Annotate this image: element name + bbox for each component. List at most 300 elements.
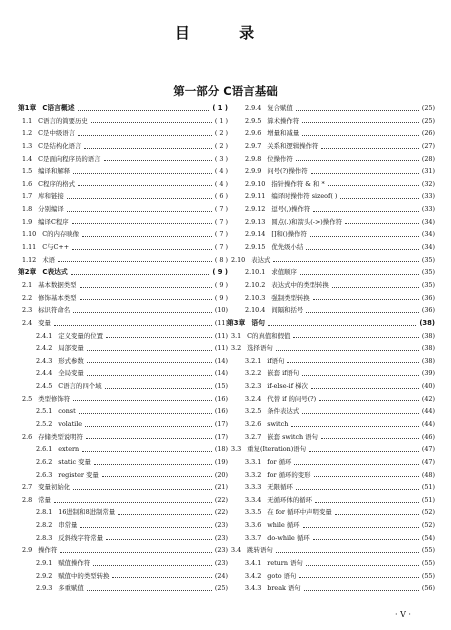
toc-leader-dots xyxy=(87,350,212,351)
toc-entry-number: 2.8.1 xyxy=(36,508,53,517)
toc-entry-page: (51) xyxy=(421,495,435,504)
toc-leader-dots xyxy=(78,110,210,111)
toc-leader-dots xyxy=(73,312,212,313)
toc-entry-page: (25) xyxy=(421,116,435,125)
toc-entry-page: (14) xyxy=(214,356,228,365)
toc-leader-dots xyxy=(91,122,212,123)
toc-entry-page: (35) xyxy=(421,255,435,264)
toc-entry xyxy=(227,380,435,393)
toc-entry-page: ( 6 ) xyxy=(214,192,228,201)
toc-entry-title: 修饰基本类型 xyxy=(38,293,77,302)
toc-entry-number: 1.9 xyxy=(22,217,33,226)
toc-leader-dots xyxy=(67,211,212,212)
toc-entry xyxy=(227,190,435,203)
toc-entry-page: (26) xyxy=(421,129,435,138)
toc-entry-number: 1.3 xyxy=(22,141,33,150)
toc-entry-number: 2.8 xyxy=(22,495,33,504)
toc-entry-page: (38) xyxy=(421,344,435,353)
toc-entry-number: 2.9.8 xyxy=(245,154,262,163)
toc-entry xyxy=(18,216,228,229)
toc-entry xyxy=(18,443,228,456)
toc-entry xyxy=(18,241,228,254)
toc-entry-number: 2.8.2 xyxy=(36,521,53,530)
toc-entry-title: switch xyxy=(267,420,289,428)
toc-leader-dots xyxy=(291,426,419,427)
toc-entry-page: (21) xyxy=(214,483,228,492)
toc-entry-page: (17) xyxy=(214,432,228,441)
toc-entry-title: 分别编译 xyxy=(38,205,64,214)
toc-entry-title: if语句 xyxy=(267,356,285,365)
toc-entry-number: 2.5 xyxy=(22,394,33,403)
toc-entry-number: 3.2.6 xyxy=(245,420,262,428)
toc-leader-dots xyxy=(313,539,419,540)
toc-entry-number: 2.9.11 xyxy=(245,192,266,201)
toc-entry-title: 形式参数 xyxy=(58,356,84,365)
toc-entry xyxy=(18,279,228,292)
toc-entry-number: 2.4 xyxy=(22,318,33,327)
toc-entry-title: 语句 xyxy=(251,318,265,327)
toc-leader-dots xyxy=(335,514,419,515)
toc-entry-title: 选择语句 xyxy=(247,344,273,353)
toc-entry-page: (56) xyxy=(421,584,435,593)
toc-left-column xyxy=(18,102,228,595)
toc-entry-title: []和()操作符 xyxy=(271,230,307,239)
toc-entry-page: (46) xyxy=(421,432,435,441)
toc-entry-page: (54) xyxy=(421,533,435,542)
toc-entry-page: (36) xyxy=(421,293,435,302)
toc-entry-number: 2.4.3 xyxy=(36,356,53,365)
toc-leader-dots xyxy=(302,413,419,414)
toc-entry-number: 2.10.2 xyxy=(245,280,266,289)
toc-entry xyxy=(227,481,435,494)
toc-leader-dots xyxy=(105,388,212,389)
toc-entry-page: (23) xyxy=(214,559,228,568)
toc-entry xyxy=(227,582,435,595)
toc-chapter-entry xyxy=(18,266,228,279)
toc-entry-page: ( 3 ) xyxy=(214,154,228,163)
toc-entry-title: 问号(?)操作符 xyxy=(267,167,308,176)
toc-entry-title: 表达式中的类型转换 xyxy=(271,280,329,289)
toc-entry-page: (11) xyxy=(214,318,228,327)
toc-entry-number: 2.9.1 xyxy=(36,559,53,568)
toc-entry-number: 3.3.1 xyxy=(245,457,262,466)
toc-chapter-entry xyxy=(18,102,228,115)
toc-entry xyxy=(227,304,435,317)
toc-entry xyxy=(227,570,435,583)
toc-entry xyxy=(227,228,435,241)
toc-leader-dots xyxy=(93,565,212,566)
toc-entry xyxy=(18,254,228,267)
toc-entry-page: (47) xyxy=(421,445,435,454)
toc-entry-page: (10) xyxy=(214,306,228,315)
toc-leader-dots xyxy=(78,135,212,136)
toc-entry-number: 1.4 xyxy=(22,154,33,163)
toc-leader-dots xyxy=(311,173,419,174)
toc-entry-page: ( 7 ) xyxy=(214,205,228,214)
toc-entry xyxy=(18,330,228,343)
toc-leader-dots xyxy=(60,552,212,553)
toc-entry-number: 2.10 xyxy=(231,255,246,264)
toc-entry-title: 无循环体的循环 xyxy=(267,495,312,504)
toc-entry-number: 第3章 xyxy=(227,318,246,327)
toc-leader-dots xyxy=(82,451,212,452)
toc-leader-dots xyxy=(85,426,212,427)
toc-entry-number: 2.9.7 xyxy=(245,141,262,150)
toc-entry-title: C语言概述 xyxy=(42,103,75,112)
toc-entry-page: ( 7 ) xyxy=(214,230,228,239)
toc-entry-title: 反斜线字符常量 xyxy=(58,533,103,542)
toc-entry-title: 编译和解释 xyxy=(38,167,71,176)
toc-entry-number: 3.3.4 xyxy=(245,495,262,504)
toc-entry-number: 2.5.2 xyxy=(36,420,53,428)
toc-leader-dots xyxy=(306,249,419,250)
toc-entry-title: 复合赋值 xyxy=(267,103,293,112)
toc-leader-dots xyxy=(319,400,419,401)
toc-entry-page: (38) xyxy=(421,356,435,365)
toc-leader-dots xyxy=(87,590,212,591)
toc-leader-dots xyxy=(58,261,212,262)
toc-entry-page: (11) xyxy=(214,331,228,340)
toc-entry-number: 2.3 xyxy=(22,306,33,315)
toc-entry-title: const xyxy=(58,407,76,416)
toc-entry-title: 串常量 xyxy=(58,521,78,530)
toc-entry-page: ( 7 ) xyxy=(214,217,228,226)
toc-leader-dots xyxy=(321,148,418,149)
toc-entry-title: C是面向程序员的语言 xyxy=(38,154,101,163)
toc-entry-number: 第2章 xyxy=(18,268,37,277)
toc-entry-number: 2.9.15 xyxy=(245,243,266,252)
toc-entry-number: 2.8.3 xyxy=(36,533,53,542)
toc-entry-page: (36) xyxy=(421,306,435,315)
toc-leader-dots xyxy=(313,211,419,212)
toc-entry xyxy=(18,494,228,507)
toc-entry-page: (52) xyxy=(421,521,435,530)
toc-entry xyxy=(18,431,228,444)
toc-entry-title: 存储类型说明符 xyxy=(38,432,83,441)
toc-entry-page: (17) xyxy=(214,420,228,428)
toc-entry-title: 多重赋值 xyxy=(58,584,84,593)
toc-leader-dots xyxy=(80,527,211,528)
toc-entry xyxy=(227,519,435,532)
toc-entry-title: C语言的四个域 xyxy=(58,382,102,391)
toc-entry-title: C是结构化语言 xyxy=(38,141,82,150)
toc-entry xyxy=(18,469,228,482)
toc-leader-dots xyxy=(309,451,419,452)
toc-entry-title: 无限循环 xyxy=(267,483,293,492)
toc-entry-title: break 语句 xyxy=(267,584,301,593)
toc-entry-page: (23) xyxy=(214,521,228,530)
toc-entry xyxy=(18,190,228,203)
toc-leader-dots xyxy=(104,160,212,161)
toc-entry-title: 类型修饰符 xyxy=(38,394,71,403)
toc-leader-dots xyxy=(296,489,419,490)
toc-entry-page: ( 8 ) xyxy=(214,255,228,264)
toc-entry xyxy=(227,557,435,570)
toc-entry-page: (35) xyxy=(421,268,435,277)
toc-entry-title: C的内存映像 xyxy=(42,230,80,239)
toc-entry xyxy=(227,330,435,343)
toc-entry xyxy=(18,153,228,166)
toc-entry xyxy=(18,507,228,520)
toc-entry-page: (25) xyxy=(421,103,435,112)
toc-entry-page: (51) xyxy=(421,483,435,492)
toc-entry-page: ( 1 ) xyxy=(214,116,228,125)
toc-leader-dots xyxy=(321,438,419,439)
toc-entry-number: 1.12 xyxy=(22,255,37,264)
toc-entry-title: 操作符 xyxy=(38,546,58,555)
toc-entry-title: 赋值中的类型转换 xyxy=(58,571,110,580)
toc-entry-title: 嵌套 if语句 xyxy=(267,369,300,378)
toc-entry-page: ( 4 ) xyxy=(214,167,228,176)
toc-entry-title: 间隔和括号 xyxy=(271,306,304,315)
toc-entry-page: (18) xyxy=(214,445,228,454)
toc-entry xyxy=(18,304,228,317)
toc-leader-dots xyxy=(296,110,419,111)
toc-entry-number: 3.4.2 xyxy=(245,571,262,580)
toc-entry xyxy=(227,456,435,469)
toc-entry-title: 强制类型转换 xyxy=(271,293,310,302)
toc-entry-page: (23) xyxy=(214,546,228,555)
toc-leader-dots xyxy=(73,489,212,490)
toc-entry-page: (35) xyxy=(421,280,435,289)
toc-entry xyxy=(227,165,435,178)
toc-entry-title: for 循环的变形 xyxy=(267,470,311,479)
page-number: · V · xyxy=(395,610,411,619)
toc-entry-page: (16) xyxy=(214,394,228,403)
toc-entry xyxy=(227,469,435,482)
toc-entry xyxy=(227,393,435,406)
toc-leader-dots xyxy=(304,590,419,591)
toc-entry-title: 16进制和8进制常量 xyxy=(58,508,116,517)
toc-entry-number: 2.4.2 xyxy=(36,344,53,353)
toc-entry-title: 编译C程序 xyxy=(38,217,69,226)
toc-entry-number: 2.6.2 xyxy=(36,457,53,466)
toc-entry-title: goto 语句 xyxy=(267,571,297,580)
toc-leader-dots xyxy=(302,122,419,123)
toc-entry xyxy=(227,443,435,456)
toc-entry-number: 2.4.5 xyxy=(36,382,53,391)
toc-entry-number: 2.9.6 xyxy=(245,129,262,138)
toc-entry-page: (34) xyxy=(421,217,435,226)
toc-leader-dots xyxy=(102,476,212,477)
toc-leader-dots xyxy=(79,413,212,414)
toc-entry-page: (16) xyxy=(214,407,228,416)
toc-entry xyxy=(18,532,228,545)
toc-entry-number: 1.11 xyxy=(22,243,37,252)
toc-entry-number: 3.3.3 xyxy=(245,483,262,492)
toc-entry-page: (42) xyxy=(421,394,435,403)
toc-entry-title: register 变量 xyxy=(58,470,99,479)
toc-leader-dots xyxy=(82,236,212,237)
toc-entry-title: 标识符命名 xyxy=(38,306,71,315)
toc-entry-number: 3.3.6 xyxy=(245,521,262,530)
toc-entry-number: 2.4.1 xyxy=(36,331,53,340)
toc-entry-title: return 语句 xyxy=(267,559,303,568)
toc-entry-page: ( 9 ) xyxy=(214,280,228,289)
toc-entry-title: 求值顺序 xyxy=(271,268,297,277)
toc-entry-page: (24) xyxy=(214,571,228,580)
toc-leader-dots xyxy=(73,173,212,174)
toc-entry-page: (31) xyxy=(421,167,435,176)
toc-leader-dots xyxy=(72,249,212,250)
toc-entry-title: 赋值操作符 xyxy=(58,559,91,568)
toc-entry-title: 关系和逻辑操作符 xyxy=(267,141,319,150)
page-title: 目 录 xyxy=(174,24,277,42)
toc-leader-dots xyxy=(315,502,419,503)
toc-entry-number: 2.5.1 xyxy=(36,407,53,416)
toc-entry xyxy=(227,216,435,229)
toc-entry-number: 2.2 xyxy=(22,293,33,302)
toc-entry-number: 2.10.3 xyxy=(245,293,266,302)
toc-entry xyxy=(18,418,228,431)
toc-entry xyxy=(227,241,435,254)
toc-entry-page: (20) xyxy=(214,470,228,479)
toc-entry-title: C程序的格式 xyxy=(38,179,76,188)
toc-entry-title: 逗号(,)操作符 xyxy=(271,205,311,214)
toc-entry xyxy=(18,355,228,368)
toc-entry-page: ( 7 ) xyxy=(214,243,228,252)
toc-entry xyxy=(18,380,228,393)
toc-entry xyxy=(227,153,435,166)
toc-entry-number: 3.2.2 xyxy=(245,369,262,378)
toc-entry-title: for 循环 xyxy=(267,457,292,466)
toc-leader-dots xyxy=(54,502,212,503)
toc-leader-dots xyxy=(106,337,212,338)
toc-entry-title: 基本数据类型 xyxy=(38,280,77,289)
toc-entry-title: 术语 xyxy=(42,255,56,264)
toc-entry-page: (15) xyxy=(214,382,228,391)
toc-entry-number: 2.9.13 xyxy=(245,217,266,226)
toc-entry-title: 在 for 循环中声明变量 xyxy=(267,508,332,517)
toc-entry xyxy=(18,165,228,178)
toc-entry-number: 3.1 xyxy=(231,331,242,340)
toc-entry-title: 优先级小结 xyxy=(271,243,304,252)
toc-entry xyxy=(18,342,228,355)
toc-entry-page: (55) xyxy=(421,546,435,555)
toc-entry-title: 变量 xyxy=(38,318,51,327)
toc-entry-page: (33) xyxy=(421,192,435,201)
toc-entry-title: 编译时操作符 sizeof( ) xyxy=(271,192,338,201)
toc-entry-title: 位操作符 xyxy=(267,154,293,163)
toc-entry xyxy=(18,519,228,532)
toc-entry-title: 嵌套 switch 语句 xyxy=(267,432,318,441)
toc-entry-page: (39) xyxy=(421,369,435,378)
toc-leader-dots xyxy=(332,287,419,288)
toc-leader-dots xyxy=(94,464,212,465)
toc-entry xyxy=(18,557,228,570)
toc-entry-number: 2.9 xyxy=(22,546,33,555)
toc-leader-dots xyxy=(276,552,419,553)
toc-entry-page: (38) xyxy=(419,318,435,327)
toc-entry-page: (23) xyxy=(214,533,228,542)
toc-leader-dots xyxy=(294,464,419,465)
toc-entry-number: 3.4.3 xyxy=(245,584,262,593)
toc-entry-page: (22) xyxy=(214,495,228,504)
toc-entry-page: (27) xyxy=(421,141,435,150)
toc-entry xyxy=(227,355,435,368)
toc-entry xyxy=(227,279,435,292)
toc-entry-page: (44) xyxy=(421,420,435,428)
toc-entry-page: (34) xyxy=(421,230,435,239)
toc-entry xyxy=(18,292,228,305)
toc-entry-title: 跳转语句 xyxy=(247,546,273,555)
toc-entry-title: C的真值和假值 xyxy=(247,331,291,340)
toc-entry xyxy=(227,544,435,557)
toc-entry-title: volatile xyxy=(58,420,83,428)
toc-entry-number: 1.7 xyxy=(22,192,33,201)
toc-entry-title: C表达式 xyxy=(42,268,68,277)
toc-entry-number: 2.6.1 xyxy=(36,445,53,454)
toc-leader-dots xyxy=(86,438,212,439)
toc-entry-title: 圆点(.)和箭头(->)操作符 xyxy=(271,217,342,226)
toc-entry-page: ( 2 ) xyxy=(214,129,228,138)
toc-leader-dots xyxy=(306,565,419,566)
toc-entry-title: 定义变量的位置 xyxy=(58,331,103,340)
toc-entry xyxy=(227,292,435,305)
toc-entry xyxy=(18,203,228,216)
toc-leader-dots xyxy=(302,375,419,376)
toc-entry-title: do-while 循环 xyxy=(267,533,310,542)
toc-entry-number: 2.9.9 xyxy=(245,167,262,176)
toc-leader-dots xyxy=(276,350,419,351)
toc-entry xyxy=(18,405,228,418)
toc-entry-number: 2.7 xyxy=(22,483,33,492)
toc-entry-page: (55) xyxy=(421,571,435,580)
toc-entry-number: 1.2 xyxy=(22,129,33,138)
toc-entry-number: 2.9.3 xyxy=(36,584,53,593)
toc-leader-dots xyxy=(311,388,419,389)
toc-entry-title: 条件表达式 xyxy=(267,407,300,416)
toc-leader-dots xyxy=(67,198,212,199)
toc-entry xyxy=(227,431,435,444)
toc-entry-number: 2.9.4 xyxy=(245,103,262,112)
toc-leader-dots xyxy=(345,223,419,224)
toc-entry-page: (22) xyxy=(214,508,228,517)
toc-entry-title: 库和链接 xyxy=(38,192,64,201)
toc-entry-number: 3.2.7 xyxy=(245,432,262,441)
toc-entry-page: (40) xyxy=(421,382,435,391)
toc-entry xyxy=(18,570,228,583)
toc-entry-page: (19) xyxy=(214,457,228,466)
toc-entry-number: 1.10 xyxy=(22,230,37,239)
toc-entry xyxy=(227,532,435,545)
toc-entry xyxy=(18,393,228,406)
toc-entry-page: ( 4 ) xyxy=(214,179,228,188)
toc-entry-number: 2.10.4 xyxy=(245,306,266,315)
toc-entry xyxy=(18,456,228,469)
toc-entry xyxy=(18,115,228,128)
toc-entry xyxy=(18,228,228,241)
toc-entry xyxy=(227,102,435,115)
toc-entry-number: 3.4 xyxy=(231,546,242,555)
toc-leader-dots xyxy=(73,400,212,401)
toc-entry-number: 1.8 xyxy=(22,205,33,214)
toc-chapter-entry xyxy=(227,317,435,330)
toc-entry-number: 3.3.5 xyxy=(245,508,262,517)
toc-leader-dots xyxy=(80,299,212,300)
toc-leader-dots xyxy=(314,476,419,477)
toc-entry-number: 3.2.5 xyxy=(245,407,262,416)
toc-entry-title: if-else-if 梯次 xyxy=(267,382,308,391)
toc-leader-dots xyxy=(118,514,212,515)
toc-leader-dots xyxy=(78,185,212,186)
toc-entry-title: static 变量 xyxy=(58,457,91,466)
toc-entry-number: 2.1 xyxy=(22,280,33,289)
toc-entry-title: 增量和减量 xyxy=(267,129,300,138)
toc-entry-page: (33) xyxy=(421,205,435,214)
toc-entry-page: ( 1 ) xyxy=(212,103,228,112)
toc-entry-number: 3.4.1 xyxy=(245,559,262,568)
